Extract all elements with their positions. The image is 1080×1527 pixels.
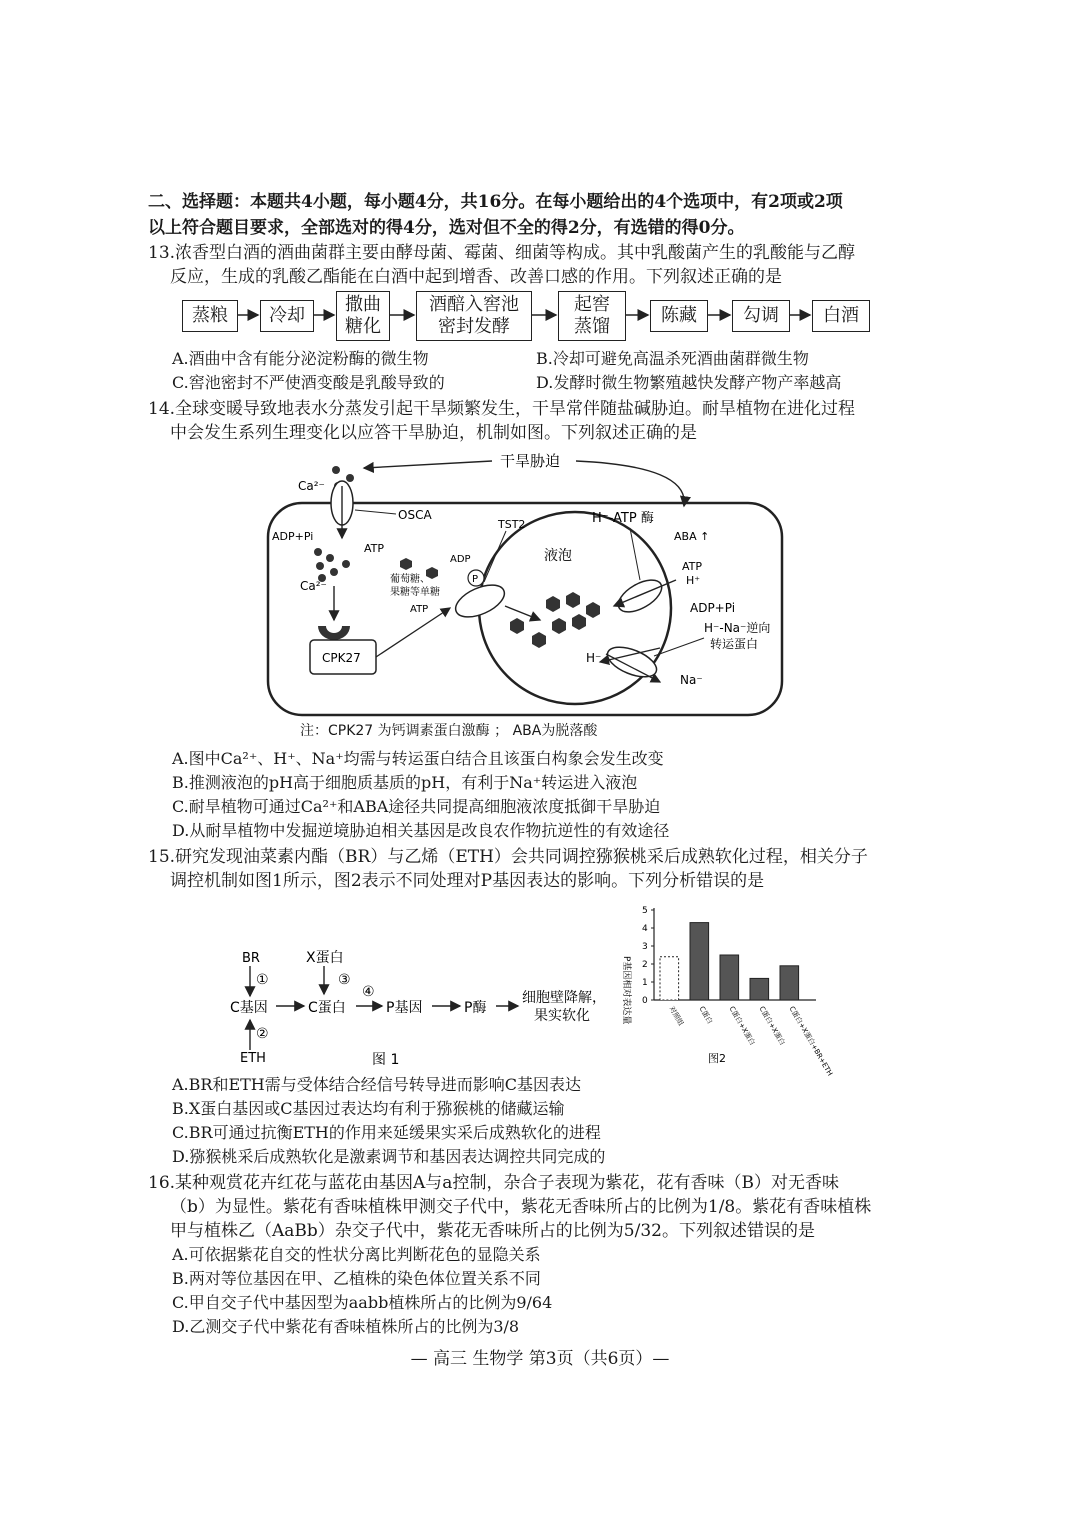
q14-stem-line1: 14.全球变暖导致地表水分蒸发引起干旱频繁发生，干旱常伴随盐碱胁迫。耐旱植物在进化过程 [148, 399, 856, 419]
q16-option-d: D.乙测交子代中紫花有香味植株所占的比例为3/8 [172, 1317, 520, 1336]
flow-step-5-line1: 起窖 [574, 294, 610, 315]
q13-stem-line2: 反应，生成的乳酸乙酯能在白酒中起到增香、改善口感的作用。下列叙述正确的是 [170, 267, 782, 287]
drought-arrow-left [364, 461, 492, 468]
flow-step-3-line1: 撒曲 [345, 294, 381, 315]
flow-step-4-line2: 密封发酵 [438, 316, 510, 337]
ca-ion-mid-label: Ca²⁻ [300, 579, 327, 593]
phosphate-label: P [472, 574, 479, 585]
atp-label-1: ATP [364, 542, 385, 555]
q14-option-b: B.推测液泡的pH高于细胞质基质的pH，有利于Na⁺转运进入液泡 [172, 773, 638, 792]
tst2-label: TST2 [498, 518, 526, 531]
atp-label-3: ATP [682, 560, 703, 573]
p-enzyme-label: P酶 [464, 1000, 487, 1016]
category-label: C蛋白+X蛋白 [727, 1005, 757, 1047]
flow-step-6: 陈藏 [650, 300, 708, 332]
flow-step-3 [336, 291, 390, 341]
q15-option-d: D.猕猴桃采后成熟软化是激素调节和基因表达调控共同完成的 [172, 1147, 606, 1166]
figure-1-caption: 图 1 [372, 1052, 400, 1068]
h-plus-label: H⁺ [686, 574, 701, 587]
chart-y-axis-label: P基因相对表达量 [621, 956, 631, 1025]
y-tick-label: 4 [642, 924, 648, 934]
adp-pi-label-2: ADP+Pi [690, 601, 736, 615]
flow-step-8: 白酒 [812, 300, 870, 332]
q14-diagram-note: 注：CPK27 为钙调素蛋白激酶 ； ABA为脱落酸 [300, 723, 598, 739]
adp-pi-label: ADP+Pi [272, 530, 314, 543]
step-3-marker: ③ [338, 972, 351, 988]
bar-5 [780, 966, 799, 1000]
ca-ion [332, 466, 340, 474]
eth-label: ETH [240, 1051, 266, 1066]
h-atpase-label: H⁻-ATP 酶 [592, 511, 654, 526]
adp-label: ADP [450, 554, 471, 565]
q14-option-c: C.耐旱植物可通过Ca²⁺和ABA途径共同提高细胞液浓度抵御干旱胁迫 [172, 797, 661, 816]
vacuole-label: 液泡 [544, 548, 572, 564]
q14-option-d: D.从耐旱植物中发掘逆境胁迫相关基因是改良农作物抗逆性的有效途径 [172, 821, 670, 840]
flow-step-2: 冷却 [260, 300, 314, 332]
p-gene-label: P基因 [386, 1000, 423, 1016]
flow-step-7: 勾调 [732, 300, 790, 332]
x-protein-label: X蛋白 [306, 950, 344, 966]
q14-cell-diagram [0, 448, 1080, 738]
flow-step-3-line2: 糖化 [345, 316, 381, 337]
q15-option-c: C.BR可通过抗衡ETH的作用来延缓果实采后成熟软化的进程 [172, 1123, 601, 1142]
flow-step-4 [416, 291, 532, 341]
sugar-label-1: 葡萄糖、 [390, 574, 430, 585]
q16-stem-line2: （b）为显性。紫花有香味植株甲测交子代中，紫花无香味所占的比例为1/8。紫花有香味植株 [170, 1197, 872, 1217]
flow-step-1: 蒸粮 [182, 300, 238, 332]
cpk27-to-tst2-arrow [376, 608, 450, 657]
ca-ion-top-label: Ca²⁻ [298, 479, 325, 493]
bar-2 [690, 923, 709, 1000]
q13-option-d: D.发酵时微生物繁殖越快发酵产物产率越高 [536, 373, 842, 392]
q13-stem-line1: 13.浓香型白酒的酒曲菌群主要由酵母菌、霉菌、细菌等构成。其中乳酸菌产生的乳酸能与乙醇 [148, 243, 856, 263]
result-label-2: 果实软化 [534, 1008, 590, 1024]
antiporter-label-1: H⁻-Na⁻逆向 [704, 621, 771, 635]
bar-1 [660, 957, 679, 1000]
step-1-marker: ① [256, 972, 269, 988]
q15-stem-line2: 调控机制如图1所示，图2表示不同处理对P基因表达的影响。下列分析错误的是 [170, 871, 765, 891]
q15-option-b: B.X蛋白基因或C基因过表达均有利于猕猴桃的储藏运输 [172, 1099, 565, 1118]
y-tick-label: 0 [642, 996, 648, 1006]
y-tick-label: 1 [642, 978, 648, 988]
q13-option-a: A.酒曲中含有能分泌淀粉酶的微生物 [172, 349, 429, 368]
h-na-antiporter [603, 641, 660, 683]
section-header-line1: 二、选择题：本题共4小题，每小题4分，共16分。在每小题给出的4个选项中，有2项或2项 [148, 192, 843, 212]
q15-figure-2-chart [620, 896, 834, 1078]
flow-arrows [0, 290, 1080, 350]
flow-step-4-line1: 酒醅入窖池 [429, 294, 519, 315]
c-protein-label: C蛋白 [308, 1000, 346, 1016]
sugar-label-2: 果糖等单糖 [390, 587, 440, 598]
drought-arrow-right [576, 461, 684, 506]
category-label: C蛋白 [697, 1005, 714, 1026]
flow-step-5-line2: 蒸馏 [574, 316, 610, 337]
step-4-marker: ④ [362, 984, 375, 1000]
q15-figure-1 [220, 940, 660, 1070]
h-atpase-pump [613, 574, 667, 619]
h-ion-label: H⁻ [586, 651, 602, 665]
y-tick-label: 2 [642, 960, 648, 970]
category-label: 对照组 [667, 1005, 685, 1028]
br-label: BR [242, 951, 260, 966]
q15-stem-line1: 15.研究发现油菜素内酯（BR）与乙烯（ETH）会共同调控猕猴桃采后成熟软化过程，相关分子 [148, 847, 868, 867]
ca-receptor [318, 626, 350, 640]
q15-option-a: A.BR和ETH需与受体结合经信号转导进而影响C基因表达 [172, 1075, 581, 1094]
antiporter-label-2: 转运蛋白 [710, 637, 759, 651]
result-label-1: 细胞壁降解， [522, 990, 606, 1006]
q13-option-c: C.窖池密封不严使酒变酸是乳酸导致的 [172, 373, 445, 392]
atp-label-2: ATP [410, 604, 429, 615]
page-footer: — 高三 生物学 第3页（共6页）— [410, 1349, 670, 1369]
q16-stem-line3: 甲与植株乙（AaBb）杂交子代中，紫花无香味所占的比例为5/32。下列叙述错误的是 [170, 1221, 815, 1241]
c-gene-label: C基因 [230, 1000, 268, 1016]
na-ion-label: Na⁻ [680, 673, 703, 687]
section-header-line2: 以上符合题目要求，全部选对的得4分，选对但不全的得2分，有选错的得0分。 [148, 218, 745, 238]
y-tick-label: 5 [642, 906, 648, 916]
drought-stress-label: 干旱胁迫 [500, 452, 561, 470]
step-2-marker: ② [256, 1026, 269, 1042]
category-label: C蛋白+X蛋白+BR+ETH [787, 1005, 834, 1078]
ca-ion [346, 474, 354, 482]
aba-label: ABA ↑ [674, 530, 710, 543]
cpk27-label: CPK27 [322, 651, 361, 665]
q16-option-b: B.两对等位基因在甲、乙植株的染色体位置关系不同 [172, 1269, 541, 1288]
q16-stem-line1: 16.某种观赏花卉红花与蓝花由基因A与a控制，杂合子表现为紫花，花有香味（B）对无香味 [148, 1173, 839, 1193]
q14-stem-line2: 中会发生系列生理变化以应答干旱胁迫，机制如图。下列叙述正确的是 [170, 423, 697, 443]
flow-step-5 [558, 291, 626, 341]
y-tick-label: 3 [642, 942, 648, 952]
q16-option-c: C.甲自交子代中基因型为aabb植株所占的比例为9/64 [172, 1293, 553, 1312]
q13-option-b: B.冷却可避免高温杀死酒曲菌群微生物 [536, 349, 809, 368]
sugar-molecules [510, 592, 600, 648]
figure-2-caption: 图2 [708, 1052, 726, 1065]
q16-option-a: A.可依据紫花自交的性状分离比判断花色的显隐关系 [172, 1245, 541, 1264]
osca-label: OSCA [398, 508, 432, 522]
category-label: C蛋白+X蛋白 [757, 1005, 787, 1047]
bar-3 [720, 955, 739, 1000]
bar-4 [750, 978, 769, 1000]
q14-option-a: A.图中Ca²⁺、H⁺、Na⁺均需与转运蛋白结合且该蛋白构象会发生改变 [172, 749, 664, 768]
